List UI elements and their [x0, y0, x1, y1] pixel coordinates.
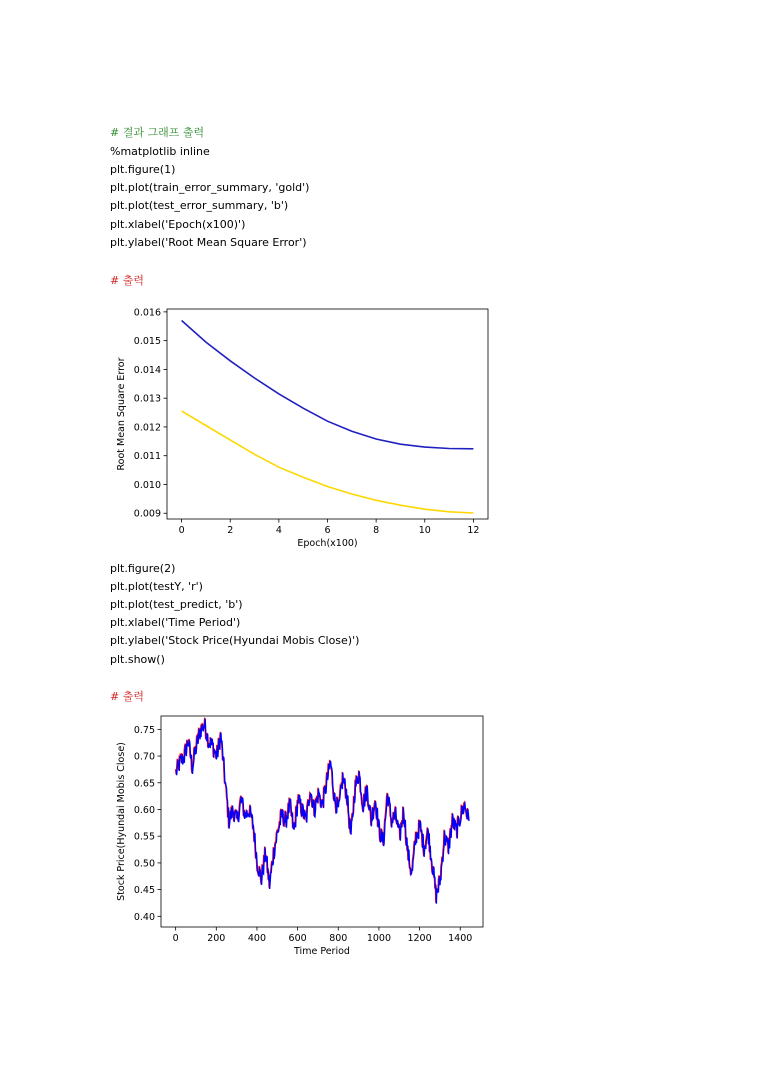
code-line: plt.plot(test_error_summary, 'b') — [110, 199, 289, 212]
code-line: plt.plot(test_predict, 'b') — [110, 598, 243, 611]
code-line: plt.plot(testY, 'r') — [110, 580, 203, 593]
code-line: plt.plot(train_error_summary, 'gold') — [110, 181, 310, 194]
code-line: plt.ylabel('Root Mean Square Error') — [110, 236, 307, 249]
stock-chart-series-testY — [176, 718, 469, 903]
rmse-chart-y-tick-label: 0.010 — [133, 479, 161, 491]
rmse-chart-x-tick-label: 6 — [324, 525, 331, 536]
rmse-chart-x-tick-label: 2 — [227, 525, 234, 536]
rmse-chart-series-test_error_summary — [182, 321, 474, 449]
stock-chart-x-tick-label: 1200 — [407, 933, 432, 944]
rmse-chart-y-tick-label: 0.011 — [133, 451, 161, 463]
stock-chart-x-axis-label: Time Period — [294, 946, 350, 957]
code-line: plt.xlabel('Time Period') — [110, 616, 241, 629]
rmse-chart-x-axis-label: Epoch(x100) — [297, 538, 358, 549]
stock-chart-x-tick-label: 0 — [172, 933, 179, 944]
stock-chart-y-tick-label: 0.70 — [133, 751, 155, 763]
stock-chart-plot-frame — [161, 716, 483, 927]
code-line: %matplotlib inline — [110, 145, 210, 158]
stock-chart-y-tick-label: 0.65 — [133, 778, 155, 790]
stock-chart-y-tick-label: 0.55 — [133, 831, 155, 843]
stock-chart-y-tick-label: 0.50 — [133, 858, 155, 870]
stock-chart-x-tick-label: 800 — [329, 933, 348, 944]
stock-chart-x-tick-label: 200 — [207, 933, 226, 944]
rmse-chart-y-tick-label: 0.016 — [133, 307, 161, 319]
code-line: plt.figure(1) — [110, 163, 176, 176]
rmse-chart-plot-frame — [167, 309, 488, 519]
code-line: plt.figure(2) — [110, 562, 176, 575]
rmse-chart-y-tick-label: 0.009 — [133, 508, 161, 520]
stock-chart-x-tick-label: 1000 — [366, 933, 392, 944]
stock-chart-y-axis-label: Stock Price(Hyundai Mobis Close) — [116, 742, 127, 901]
rmse-chart-x-tick-label: 10 — [418, 525, 431, 536]
rmse-chart-y-tick-label: 0.012 — [133, 422, 161, 434]
rmse-chart-x-tick-label: 4 — [275, 525, 282, 536]
rmse-chart-y-tick-label: 0.015 — [133, 336, 161, 348]
rmse-chart-y-axis-label: Root Mean Square Error — [116, 357, 127, 471]
rmse-chart-x-tick-label: 8 — [373, 525, 380, 536]
stock-chart-x-tick-label: 600 — [288, 933, 307, 944]
code-line: plt.xlabel('Epoch(x100)') — [110, 218, 246, 231]
rmse-chart-y-tick-label: 0.014 — [133, 364, 161, 376]
stock-chart-x-tick-label: 1400 — [448, 933, 473, 944]
rmse-chart-series-train_error_summary — [182, 411, 474, 513]
code-line: plt.ylabel('Stock Price(Hyundai Mobis Close)') — [110, 634, 360, 647]
stock-chart-x-tick-label: 400 — [247, 933, 267, 944]
stock-chart-y-tick-label: 0.40 — [133, 911, 155, 923]
output-label-1: # 출력 — [110, 274, 144, 287]
code-comment-result-graph: # 결과 그래프 출력 — [110, 126, 205, 139]
stock-chart-y-tick-label: 0.60 — [133, 804, 155, 816]
stock-chart-y-tick-label: 0.45 — [133, 885, 155, 897]
rmse-chart-x-tick-label: 0 — [178, 525, 185, 536]
rmse-chart-x-tick-label: 12 — [467, 525, 480, 536]
code-line: plt.show() — [110, 653, 165, 666]
stock-chart-y-tick-label: 0.75 — [133, 724, 155, 736]
stock-chart-series-test_predict — [176, 719, 469, 904]
rmse-chart-y-tick-label: 0.013 — [133, 393, 161, 405]
output-label-2: # 출력 — [110, 690, 144, 703]
